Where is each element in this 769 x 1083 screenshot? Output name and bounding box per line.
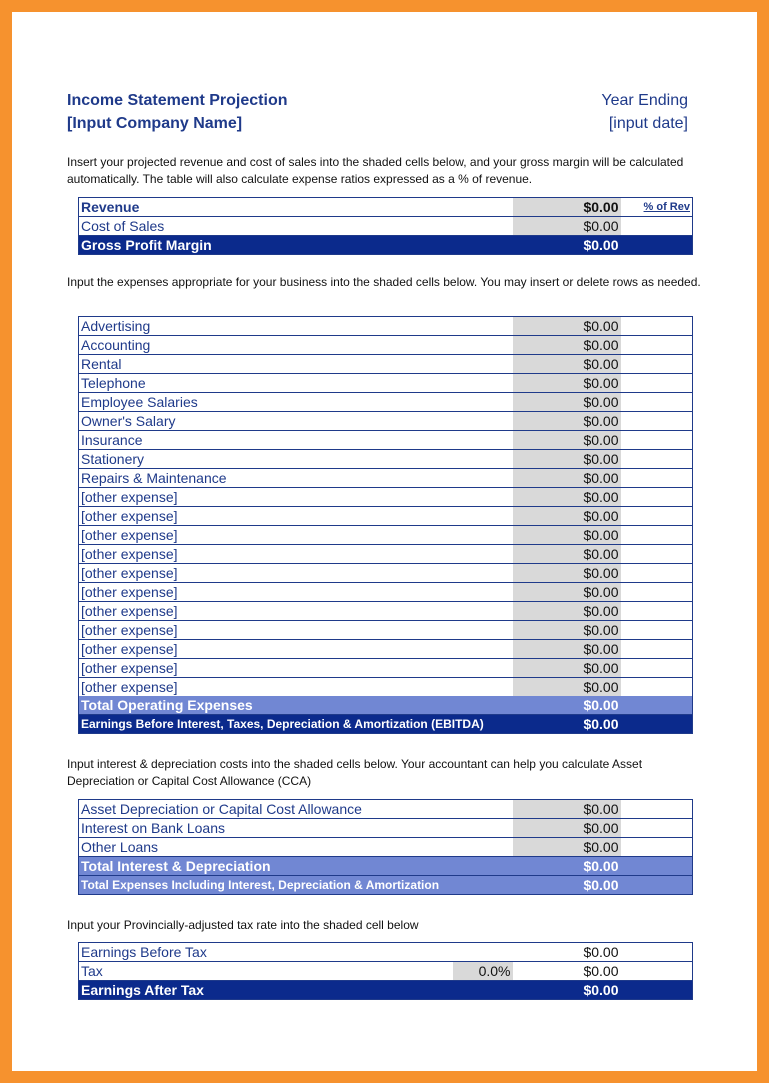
table-row	[79, 696, 693, 715]
expense-label: Stationery	[79, 450, 513, 469]
table-row	[79, 450, 693, 469]
expense-rows	[79, 317, 693, 697]
expense-value[interactable]: $0.00	[513, 659, 621, 678]
expense-label: Employee Salaries	[79, 393, 513, 412]
expense-label: Insurance	[79, 431, 513, 450]
table-row	[79, 469, 693, 488]
expense-value[interactable]: $0.00	[513, 545, 621, 564]
interest-bank-loans-label: Interest on Bank Loans	[79, 819, 513, 838]
total-interest-depreciation-label: Total Interest & Depreciation	[79, 857, 513, 876]
revenue-table	[78, 197, 693, 255]
revenue-label: Revenue	[79, 198, 513, 217]
expense-label: Telephone	[79, 374, 513, 393]
expense-value[interactable]: $0.00	[513, 564, 621, 583]
expense-value[interactable]: $0.00	[513, 583, 621, 602]
ebitda-label: Earnings Before Interest, Taxes, Depreciation & Amortization (EBITDA)	[79, 715, 513, 734]
table-row	[79, 819, 693, 838]
company-name[interactable]: [Input Company Name]	[67, 115, 243, 132]
table-row	[79, 715, 693, 734]
expense-label: [other expense]	[79, 640, 513, 659]
expense-value[interactable]: $0.00	[513, 412, 621, 431]
tax-value: $0.00	[513, 962, 621, 981]
table-row	[79, 678, 693, 697]
expense-label: [other expense]	[81, 679, 178, 695]
expense-label: [other expense]	[79, 659, 513, 678]
expense-label: Accounting	[79, 336, 513, 355]
table-row	[79, 374, 693, 393]
expense-label: Rental	[79, 355, 513, 374]
expense-label: [other expense]	[79, 488, 513, 507]
asset-depreciation-value[interactable]: $0.00	[513, 800, 621, 819]
asset-depreciation-label: Asset Depreciation or Capital Cost Allowance	[79, 800, 513, 819]
expense-value[interactable]: $0.00	[513, 469, 621, 488]
cost-of-sales-value[interactable]: $0.00	[513, 217, 621, 236]
expense-label: [other expense]	[79, 621, 513, 640]
expense-value[interactable]: $0.00	[513, 393, 621, 412]
table-row	[79, 564, 693, 583]
year-ending-label: Year Ending	[601, 92, 688, 109]
earnings-after-tax-value: $0.00	[513, 981, 621, 1000]
expense-label: Owner's Salary	[79, 412, 513, 431]
table-row	[79, 526, 693, 545]
table-row	[79, 431, 693, 450]
total-expenses-value: $0.00	[513, 876, 621, 895]
table-row	[79, 236, 693, 255]
table-row	[79, 800, 693, 819]
expense-label: [other expense]	[79, 602, 513, 621]
expense-label: [other expense]	[79, 583, 513, 602]
table-row	[79, 336, 693, 355]
expense-label: [other expense]	[79, 545, 513, 564]
expenses-table	[78, 316, 693, 734]
gross-profit-label: Gross Profit Margin	[79, 236, 513, 255]
earnings-after-tax-label: Earnings After Tax	[79, 981, 453, 1000]
other-loans-value[interactable]: $0.00	[513, 838, 621, 857]
table-row	[79, 412, 693, 431]
expense-value[interactable]: $0.00	[513, 450, 621, 469]
expense-value[interactable]: $0.00	[513, 317, 621, 336]
expense-value[interactable]: $0.00	[513, 526, 621, 545]
tax-table	[78, 942, 693, 1000]
table-row	[79, 659, 693, 678]
table-row	[79, 943, 693, 962]
expense-value[interactable]: $0.00	[513, 621, 621, 640]
table-row	[79, 198, 693, 217]
expense-value[interactable]: $0.00	[513, 640, 621, 659]
total-interest-depreciation-value: $0.00	[513, 857, 621, 876]
expense-value[interactable]: $0.00	[513, 374, 621, 393]
ebitda-value: $0.00	[513, 715, 621, 734]
interest-bank-loans-value[interactable]: $0.00	[513, 819, 621, 838]
other-loans-label: Other Loans	[79, 838, 513, 857]
table-row	[79, 962, 693, 981]
expense-value[interactable]: $0.00	[513, 507, 621, 526]
table-row	[79, 602, 693, 621]
table-row	[79, 876, 693, 895]
total-operating-expenses-label: Total Operating Expenses	[79, 696, 513, 715]
tax-rate-input[interactable]: 0.0%	[453, 962, 513, 981]
intro-expenses: Input the expenses appropriate for your business into the shaded cells below. You may insert or delete rows as needed.	[67, 275, 701, 289]
expense-value[interactable]: $0.00	[513, 355, 621, 374]
table-row	[79, 981, 693, 1000]
table-row	[79, 640, 693, 659]
expense-value[interactable]: $0.00	[513, 488, 621, 507]
expense-value[interactable]: $0.00	[513, 602, 621, 621]
table-row	[79, 583, 693, 602]
intro-tax: Input your Provincially-adjusted tax rate into the shaded cell below	[67, 918, 419, 932]
input-date[interactable]: [input date]	[608, 115, 688, 132]
table-row	[79, 507, 693, 526]
table-row	[79, 857, 693, 876]
tax-label: Tax	[79, 962, 453, 981]
document-page	[12, 12, 757, 1071]
table-row	[79, 317, 693, 336]
expense-label: [other expense]	[79, 564, 513, 583]
revenue-value[interactable]: $0.00	[513, 198, 621, 217]
total-expenses-label: Total Expenses Including Interest, Depreciation & Amortization	[79, 876, 513, 895]
expense-label: [other expense]	[79, 526, 513, 545]
expense-value[interactable]: $0.00	[513, 336, 621, 355]
intro-revenue: Insert your projected revenue and cost of sales into the shaded cells below, and your gross margin will be calculated automatically. The table will also calculate expense ratios expressed as a % of revenue.	[67, 155, 684, 186]
intro-interest: Input interest & depreciation costs into the shaded cells below. Your accountant can help you calculate Asset Depreciation or Capital Cost Allowance (CCA)	[67, 757, 643, 788]
gross-profit-value: $0.00	[513, 236, 621, 255]
table-row	[79, 488, 693, 507]
pct-of-rev-link[interactable]: % of Rev	[643, 201, 690, 213]
total-operating-expenses-value: $0.00	[513, 696, 621, 715]
table-row	[79, 838, 693, 857]
expense-label: Advertising	[79, 317, 513, 336]
table-row	[79, 545, 693, 564]
table-row	[79, 621, 693, 640]
expense-value[interactable]: $0.00	[513, 431, 621, 450]
earnings-before-tax-label: Earnings Before Tax	[79, 943, 453, 962]
cost-of-sales-label: Cost of Sales	[79, 217, 513, 236]
expense-value[interactable]: $0.00	[513, 678, 621, 697]
expense-label: [other expense]	[79, 507, 513, 526]
earnings-before-tax-value: $0.00	[513, 943, 621, 962]
table-row	[79, 355, 693, 374]
table-row	[79, 393, 693, 412]
table-row	[79, 217, 693, 236]
interest-table	[78, 799, 693, 895]
expense-label: Repairs & Maintenance	[79, 469, 513, 488]
document-title: Income Statement Projection	[67, 92, 288, 109]
